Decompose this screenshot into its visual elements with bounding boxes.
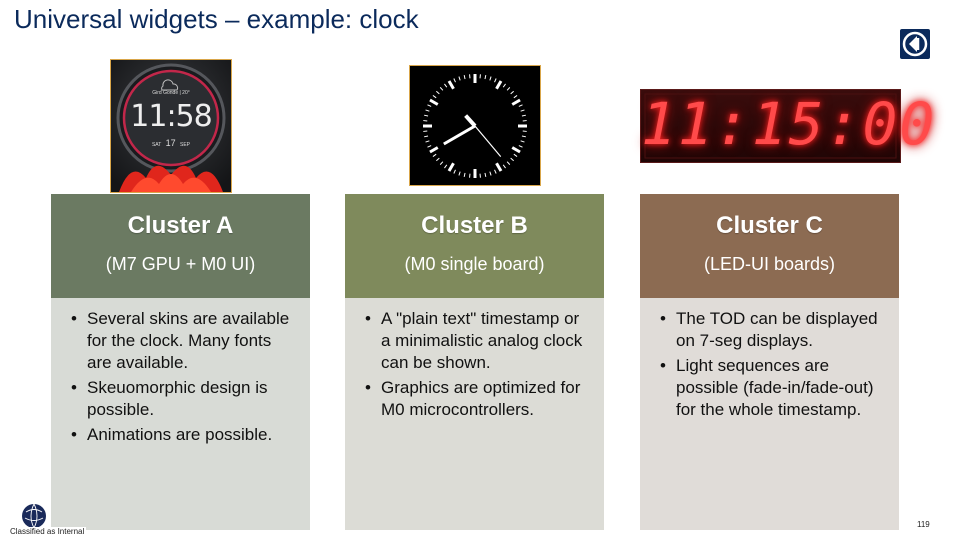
clock-a-time: 11:58	[130, 99, 212, 134]
cluster-c-header	[640, 194, 899, 298]
clock-a-date-num: 17	[165, 138, 176, 148]
second-hand	[470, 120, 501, 157]
clock-a-day: SAT	[151, 142, 162, 148]
clock-tick	[485, 75, 486, 79]
cluster-b-body	[345, 298, 604, 530]
clock-tick	[464, 75, 465, 79]
clock-tick	[490, 77, 491, 81]
clock-tick	[454, 170, 456, 174]
cluster-a-subtitle: (M7 GPU + M0 UI)	[105, 254, 256, 274]
minute-hand	[444, 126, 475, 144]
clock-tick	[521, 110, 525, 111]
clock-tick	[503, 84, 505, 87]
clock-tick	[514, 154, 517, 156]
clock-tick	[512, 100, 520, 105]
clock-tick	[512, 148, 520, 153]
analog-clock-image	[409, 65, 541, 186]
clock-tick	[449, 81, 454, 89]
clock-a-location: Gird Gonde | 20°	[152, 90, 190, 96]
cluster-a-panel	[51, 194, 310, 530]
clock-tick	[507, 87, 510, 90]
list-item: • Several skins are available for the clock. Many fonts are available.	[87, 308, 298, 374]
clock-tick	[427, 146, 431, 148]
clock-tick	[495, 170, 497, 174]
cluster-b-subtitle: (M0 single board)	[404, 254, 545, 274]
clock-tick	[507, 162, 510, 165]
clock-tick	[440, 87, 443, 90]
clock-tick	[449, 163, 454, 171]
clock-tick	[459, 172, 460, 176]
list-item: • Animations are possible.	[87, 424, 298, 446]
cluster-a-name: Cluster A	[127, 212, 234, 239]
clock-tick	[430, 100, 438, 105]
clock-tick	[444, 84, 446, 87]
cluster-a-header	[51, 194, 310, 298]
clock-tick	[514, 95, 517, 97]
clock-tick	[433, 95, 436, 97]
clock-tick	[424, 136, 428, 137]
clock-tick	[490, 172, 491, 176]
clock-tick	[511, 91, 514, 94]
clock-tick	[424, 115, 428, 116]
clock-tick	[495, 78, 497, 82]
slide-title: Universal widgets – example: clock	[14, 4, 419, 34]
cluster-b-panel	[345, 194, 604, 530]
list-item: • A "plain text" timestamp or a minimalistic analog clock can be shown.	[381, 308, 592, 374]
cluster-c-name: Cluster C	[716, 212, 823, 239]
clock-tick	[436, 91, 439, 94]
clock-tick	[454, 78, 456, 82]
clock-tick	[444, 165, 446, 168]
clock-tick	[522, 115, 526, 116]
clock-tick	[426, 141, 430, 142]
led-clock-time: 11:15:00	[641, 90, 937, 158]
cluster-b-header	[345, 194, 604, 298]
clock-tick	[497, 163, 502, 171]
clock-tick	[497, 81, 502, 89]
list-item: • The TOD can be displayed on 7-seg displays.	[676, 308, 887, 352]
clock-tick	[503, 165, 505, 168]
clock-tick	[427, 105, 431, 107]
classification-label: Classified as Internal	[10, 527, 85, 536]
clock-a-date	[148, 138, 194, 148]
clock-a-month: SEP	[180, 142, 191, 148]
cluster-c-body	[640, 298, 899, 530]
cluster-c-panel	[640, 194, 899, 530]
list-item: • Graphics are optimized for M0 microcontrollers.	[381, 377, 592, 421]
list-item: • Light sequences are possible (fade-in/fade-out) for the whole timestamp.	[676, 355, 887, 421]
cluster-a-body	[51, 298, 310, 530]
clock-tick	[511, 158, 514, 161]
list-item: • Skeuomorphic design is possible.	[87, 377, 298, 421]
clock-tick	[426, 110, 430, 111]
brand-logo-icon	[900, 29, 930, 59]
clock-tick	[436, 158, 439, 161]
cluster-c-subtitle: (LED-UI boards)	[703, 254, 836, 274]
clock-tick	[440, 162, 443, 165]
clock-tick	[485, 173, 486, 177]
clock-tick	[433, 154, 436, 156]
clock-tick	[464, 173, 465, 177]
clock-tick	[519, 146, 523, 148]
clock-tick	[430, 148, 438, 153]
clock-tick	[519, 105, 523, 107]
clock-tick	[521, 141, 525, 142]
clock-tick	[522, 136, 526, 137]
clock-tick	[459, 77, 460, 81]
cluster-b-name: Cluster B	[421, 212, 528, 239]
footer-globe-icon	[21, 503, 47, 529]
page-number: 119	[917, 520, 930, 529]
